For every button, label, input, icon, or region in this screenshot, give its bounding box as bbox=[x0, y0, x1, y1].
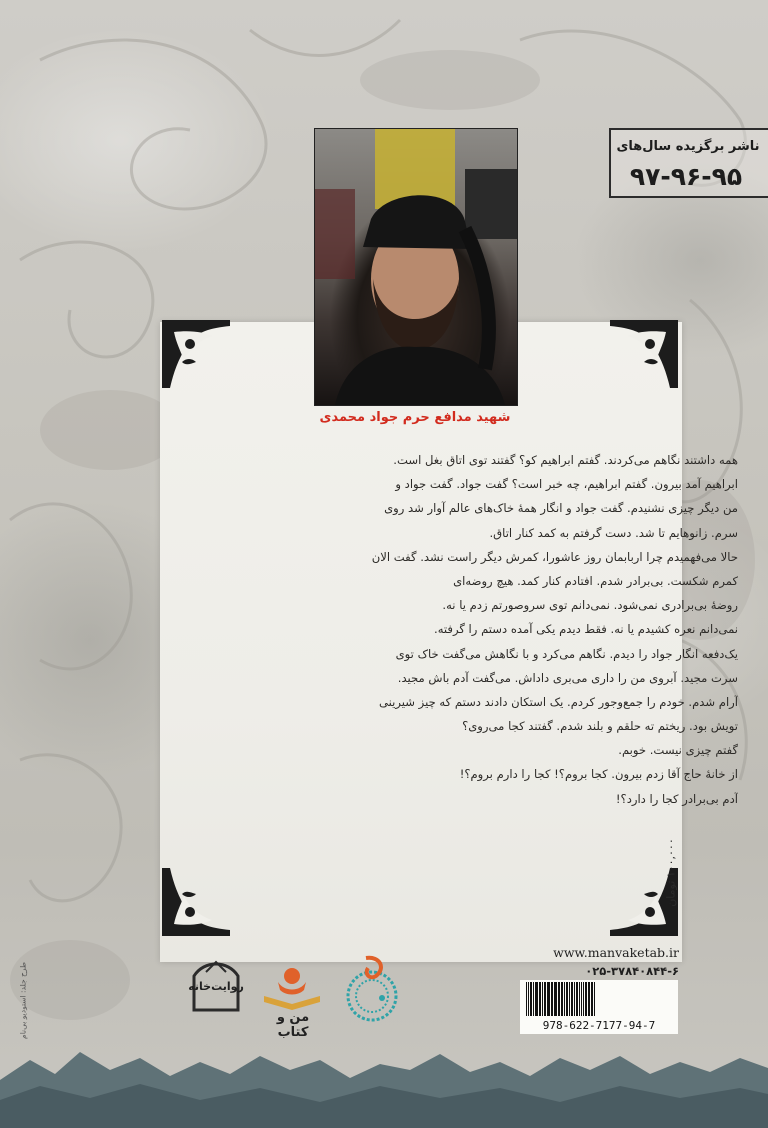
barcode-bar bbox=[544, 982, 546, 1016]
barcode-bar bbox=[551, 982, 553, 1016]
price-label bbox=[662, 820, 680, 930]
barcode-bar bbox=[558, 982, 560, 1016]
mountain-silhouette bbox=[0, 1040, 768, 1128]
excerpt-line: تویش بود. ریختم ته حلقم و بلند شدم. گفتند کجا می‌روی؟ bbox=[462, 719, 738, 734]
barcode-bar bbox=[576, 982, 578, 1016]
publisher-website: www.manvaketab.ir bbox=[553, 945, 679, 960]
barcode-bar bbox=[566, 982, 568, 1016]
excerpt-line: حالا می‌فهمیدم چرا اربابمان روز عاشورا، کمرش دیگر راست نشد. گفت الان bbox=[371, 549, 738, 564]
barcode-bar bbox=[583, 982, 584, 1016]
publisher-phone: ۰۲۵-۳۷۸۴۰۸۴۴-۶ bbox=[585, 964, 679, 978]
manvaketab-logo bbox=[260, 966, 324, 1040]
excerpt-line: ابراهیم آمد بیرون. گفتم ابراهیم، چه خبر است؟ گفت جواد. گفت جواد و bbox=[395, 477, 738, 492]
excerpt-line: سرم. زانوهایم تا شد. دست گرفتم به کمد کنار اتاق. bbox=[489, 525, 738, 540]
excerpt-line: آدم بی‌برادر کجا را دارد؟! bbox=[615, 791, 738, 806]
designer-credit-text: طرح جلد: استودیو بی‌نام bbox=[18, 962, 28, 1039]
manvaketab-logo-text: من و کتاب bbox=[276, 1010, 310, 1040]
excerpt-line: آرام شدم. خودم را جمع‌وجور کردم. یک استکان دادند دستم که چیز شیرینی bbox=[379, 694, 738, 709]
ornament-corner-icon bbox=[160, 318, 232, 390]
excerpt-line: نمی‌دانم نعره کشیدم یا نه. فقط دیدم یکی آمده دستم را گرفته. bbox=[434, 622, 738, 637]
ornament-corner-icon bbox=[608, 318, 680, 390]
photo-caption: شهید مدافع حرم جواد محمدی bbox=[319, 410, 511, 425]
barcode-bar bbox=[591, 982, 593, 1016]
excerpt-line: همه داشتند نگاهم می‌کردند. گفتم ابراهیم کو؟ گفتند توی اتاق بغل است. bbox=[393, 453, 738, 467]
barcode-bar bbox=[585, 982, 587, 1016]
manvaketab-logo-icon bbox=[260, 966, 324, 1010]
sooreh-logo-icon bbox=[342, 954, 402, 1022]
barcode-bar bbox=[564, 982, 565, 1016]
barcode-bar bbox=[528, 982, 529, 1016]
barcode-bar bbox=[561, 982, 563, 1016]
excerpt-line: یک‌دفعه انگار جواد را دیدم. نگاهم می‌کرد و با نگاهش می‌گفت خاک توی bbox=[395, 646, 738, 661]
sooreh-logo bbox=[342, 954, 402, 1022]
excerpt-line: از خانهٔ حاج آقا زدم بیرون. کجا بروم؟! کجا را دارم بروم؟! bbox=[459, 767, 738, 782]
barcode-bar bbox=[569, 982, 570, 1016]
barcode-bar bbox=[547, 982, 550, 1016]
barcode-bar bbox=[526, 982, 527, 1016]
barcode-bar bbox=[588, 982, 590, 1016]
barcode-bar bbox=[530, 982, 532, 1016]
badge-years: ۹۷-۹۶-۹۵ bbox=[629, 162, 743, 191]
barcode-bar bbox=[539, 982, 541, 1016]
barcode-bar bbox=[579, 982, 580, 1016]
barcode-bar bbox=[574, 982, 575, 1016]
barcode-bar bbox=[594, 982, 595, 1016]
isbn-number: 978-622-7177-94-7 bbox=[520, 1018, 678, 1034]
excerpt-text bbox=[208, 448, 738, 878]
barcode-icon bbox=[520, 980, 678, 1018]
badge-label: ناشر برگزیده سال‌های bbox=[616, 139, 760, 154]
award-badge bbox=[609, 128, 768, 198]
barcode-bar bbox=[554, 982, 557, 1016]
price-text: ۱۰۰,۰۰۰ تومان bbox=[664, 838, 678, 907]
barcode-bar bbox=[581, 982, 582, 1016]
excerpt-line: من دیگر چیزی نشنیدم. گفت جواد و انگار همهٔ خاک‌های عالم آوار شد روی bbox=[384, 501, 738, 516]
barcode-bar bbox=[571, 982, 573, 1016]
excerpt-line: کمرم شکست. بی‌برادر شدم. افتادم کنار کمد. هیچ روضه‌ای bbox=[453, 573, 738, 588]
revayatkhaneh-logo bbox=[184, 956, 248, 1018]
revayatkhaneh-logo-text: روایت‌خانه bbox=[188, 980, 244, 993]
barcode-bar bbox=[542, 982, 543, 1016]
barcode-bar bbox=[535, 982, 538, 1016]
excerpt-line: گفتم چیزی نیست. خوبم. bbox=[618, 743, 738, 758]
barcode-bar bbox=[533, 982, 534, 1016]
excerpt-line: روضهٔ بی‌برادری نمی‌شود. نمی‌دانم توی سروصورتم زدم یا نه. bbox=[442, 598, 738, 613]
excerpt-line: سرت مجید. آبروی من را داری می‌بری داداش. می‌گفت آدم باش مجید. bbox=[397, 670, 738, 685]
martyr-photo bbox=[314, 128, 518, 406]
